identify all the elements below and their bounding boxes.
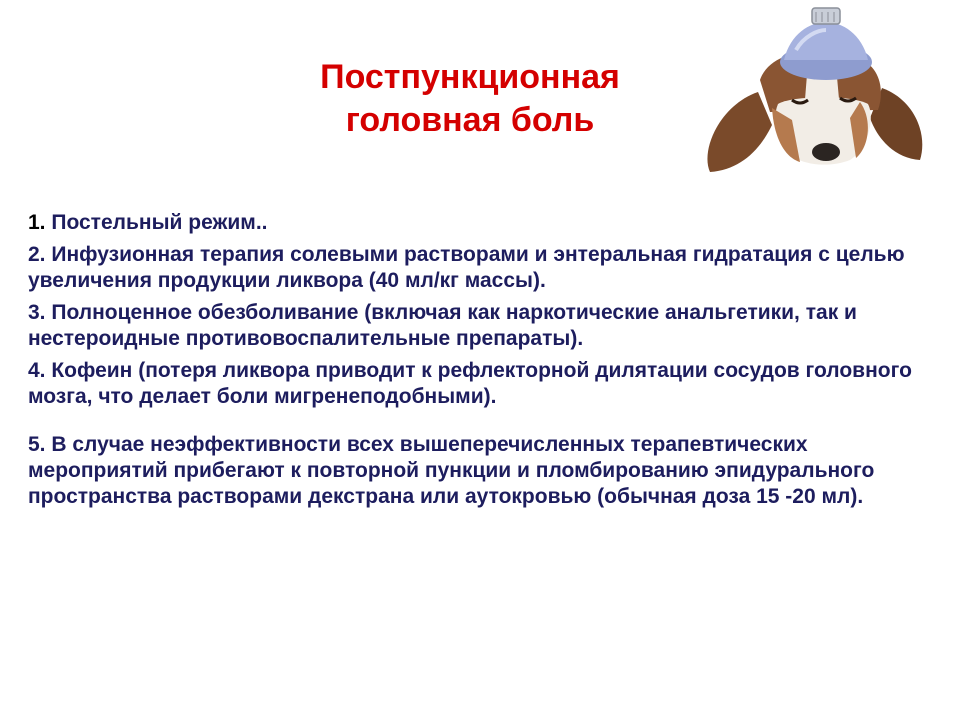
- item-text: Полноценное обезболивание (включая как наркотические анальгетики, так и нестероидные противовоспалительные препараты).: [28, 301, 857, 350]
- item-number: 3.: [28, 301, 46, 324]
- item-number: 5.: [28, 433, 46, 456]
- dog-with-ice-pack-icon: [700, 0, 932, 190]
- title-line-1: Постпункционная: [320, 58, 620, 96]
- item-number: 1.: [28, 211, 46, 234]
- item-text: Инфузионная терапия солевыми растворами и энтеральная гидратация с целью увеличения продукции ликвора (40 мл/кг массы).: [28, 243, 905, 292]
- item-number: 2.: [28, 243, 46, 266]
- treatment-list: [28, 210, 928, 516]
- list-item: [28, 210, 928, 236]
- list-item: [28, 358, 928, 410]
- slide-title: [240, 56, 700, 141]
- list-item: [28, 242, 928, 294]
- list-item: [28, 432, 928, 510]
- item-text: Постельный режим..: [45, 211, 268, 234]
- title-line-2: головная боль: [345, 100, 595, 139]
- item-number: 4.: [28, 359, 46, 382]
- list-item: [28, 300, 928, 352]
- item-text: В случае неэффективности всех вышеперечисленных терапевтических мероприятий прибегают к повторной пункции и пломбированию эпидурального пространства растворами декстрана или аутокровью (обычная доза 15 -20 мл).: [28, 433, 875, 508]
- item-text: Кофеин (потеря ликвора приводит к рефлекторной дилятации сосудов головного мозга, что делает боли мигренеподобными).: [28, 359, 912, 408]
